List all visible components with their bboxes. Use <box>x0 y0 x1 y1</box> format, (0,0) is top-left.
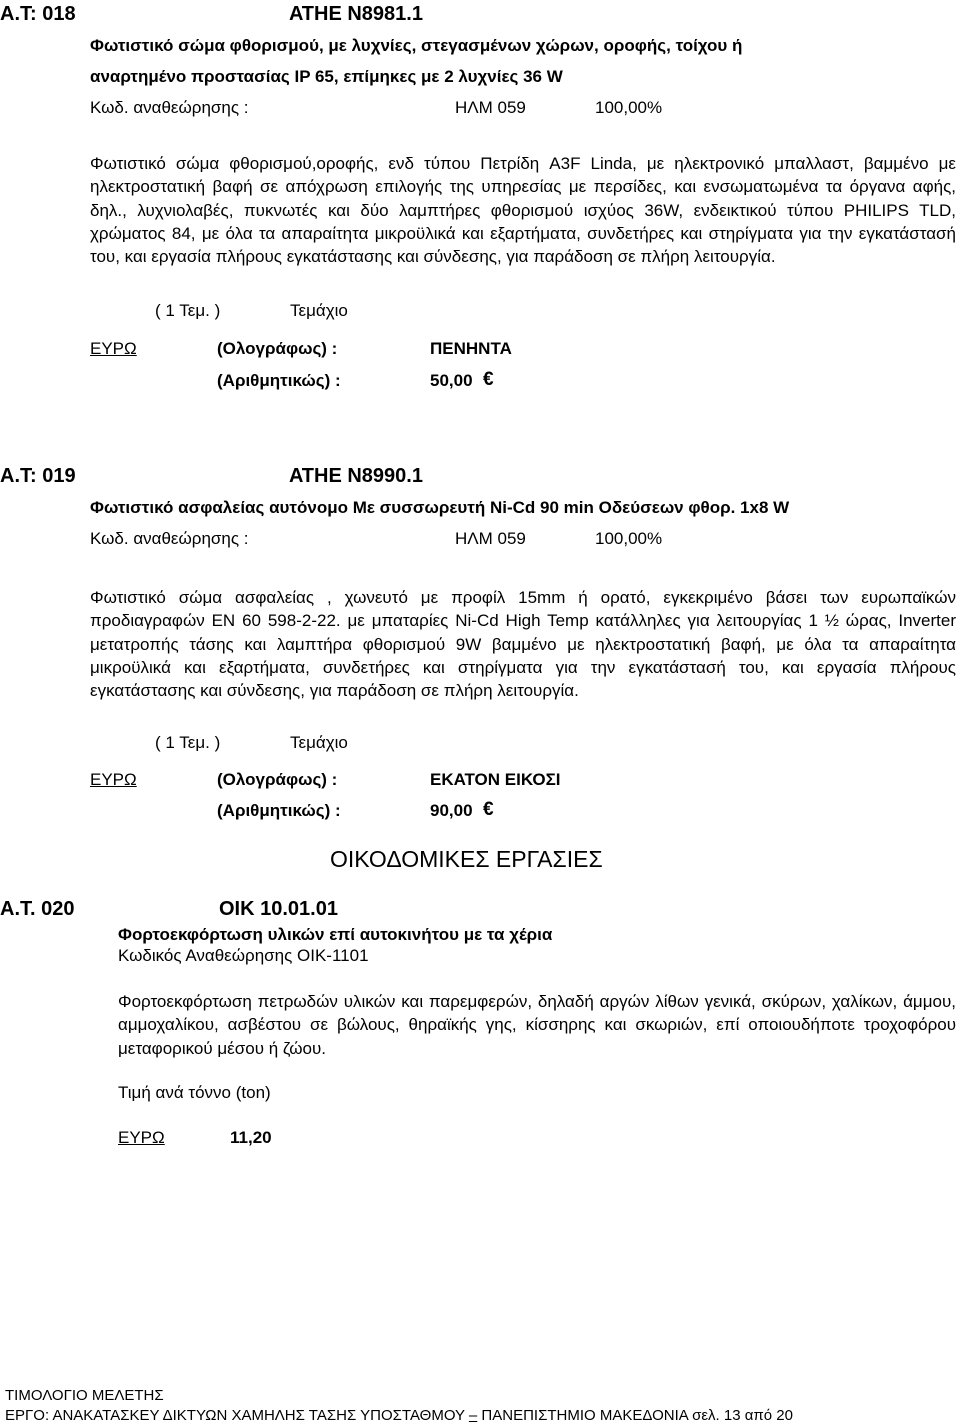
item-description: Φωτιστικό σώμα φθορισμού,οροφής, ενδ τύπου Πετρίδη A3F Linda, με ηλεκτρονικό μπαλλαστ, βαμμένο με ηλεκτροστατική βαφή σε απόχρωση επιλογής της υπηρεσίας με περσίδες, και ενσωματωμένα τα όργανα αφής, δηλ., λυχνιολαβές, πυκνωτές και δύο λαμπτήρες φθορισμού ισχύος 36W, ενδεικτικού τύπου PHILIPS TLD, χρώματος 84, με όλα τα απαραίτητα μικροϋλικά και εξαρτήματα, συνδετήρες και στηρίγματα για την εγκατάστασή του, και εργασία πλήρους εγκατάστασης και σύνδεσης, για παράδοση σε πλήρη λειτουργία. <box>90 154 956 267</box>
revision-code: ΗΛΜ 059 <box>455 98 526 117</box>
revision-code: ΗΛΜ 059 <box>455 529 526 548</box>
item-code: Α.Τ: 019 <box>0 465 76 487</box>
item-title: Φωτιστικό ασφαλείας αυτόνομο Με συσσωρευτή Ni-Cd 90 min Οδεύσεων φθορ. 1x8 W <box>90 498 790 517</box>
euro-sign: € <box>483 799 494 820</box>
item-ref: ΑΤΗΕ Ν8990.1 <box>289 465 423 487</box>
section-title: ΟΙΚΟΔΟΜΙΚΕΣ ΕΡΓΑΣΙΕΣ <box>330 846 603 872</box>
page-number: σελ. 13 από 20 <box>687 1407 793 1424</box>
project-dash: – <box>468 1407 478 1424</box>
footer-title: ΤΙΜΟΛΟΓΙΟ ΜΕΛΕΤΗΣ <box>5 1387 164 1404</box>
euro-label: ΕΥΡΩ <box>90 339 137 358</box>
item-title: Φορτοεκφόρτωση υλικών επί αυτοκινήτου με τα χέρια <box>118 925 553 944</box>
unit-name: Τεμάχιο <box>290 733 348 752</box>
item-code: Α.Τ. 020 <box>0 898 75 920</box>
price-words: ΕΚΑΤΟΝ ΕΙΚΟΣΙ <box>430 770 561 789</box>
project-name: ΕΡΓΟ: ΑΝΑΚΑΤΑΣΚΕΥ ΔΙΚΤΥΩΝ ΧΑΜΗΛΗΣ ΤΑΣΗΣ ΥΠΟΣΤΑΘΜΟΥ <box>5 1407 469 1424</box>
revision-label: Κωδ. αναθεώρησης : <box>90 98 249 117</box>
unit: Τιμή ανά τόννο (ton) <box>118 1083 271 1102</box>
revision-percent: 100,00% <box>595 98 663 117</box>
price-number-label: (Αριθμητικώς) : <box>217 371 341 390</box>
item-ref: ΟΙΚ 10.01.01 <box>219 898 338 920</box>
euro-label: ΕΥΡΩ <box>90 770 137 789</box>
unit: ( 1 Τεμ. ) <box>155 733 221 752</box>
price-words: ΠΕΝΗΝΤΑ <box>430 339 512 358</box>
price-words-label: (Ολογράφως) : <box>217 770 338 789</box>
item-ref: ΑΤΗΕ Ν8981.1 <box>289 3 423 25</box>
item-description: Φωτιστικό σώμα ασφαλείας , χωνευτό με προφίλ 15mm ή ορατό, εγκεκριμένο βάσει των ευρωπαϊκών προδιαγραφών ΕΝ 60 598-2-22. με μπαταρίες Ni-Cd High Temp κατάλληλες για λειτουργίας 1 ½ ώρας, Inverter μετατροπής τάσης και λαμπτήρα φθορισμού 9W βαμμένο με ηλεκτροστατική βαφή, με όλα τα απαραίτητα μικροϋλικά και εξαρτήματα, συνδετήρες και στηρίγματα για την εγκατάστασή του, και εργασία πλήρους εγκατάστασης και σύνδεσης, για παράδοση σε πλήρη λειτουργία. <box>90 588 956 701</box>
unit-name: Τεμάχιο <box>290 301 348 320</box>
revision-code: Κωδικός Αναθεώρησης ΟΙΚ-1101 <box>118 946 369 965</box>
price-words-label: (Ολογράφως) : <box>217 339 338 358</box>
price-number-label: (Αριθμητικώς) : <box>217 801 341 820</box>
footer-project <box>5 1407 793 1424</box>
price-number: 11,20 <box>230 1128 272 1147</box>
item-code: Α.Τ: 018 <box>0 3 76 25</box>
revision-percent: 100,00% <box>595 529 663 548</box>
price-number: 50,00 <box>430 371 473 390</box>
unit: ( 1 Τεμ. ) <box>155 301 221 320</box>
item-title: αναρτημένο προστασίας IP 65, επίμηκες με 2 λυχνίες 36 W <box>90 67 563 86</box>
revision-label: Κωδ. αναθεώρησης : <box>90 529 249 548</box>
euro-label: ΕΥΡΩ <box>118 1128 165 1147</box>
euro-sign: € <box>483 369 494 390</box>
project-university: ΠΑΝΕΠΙΣΤΗΜΙΟ ΜΑΚΕΔΟΝΙΑ <box>477 1407 688 1424</box>
price-number: 90,00 <box>430 801 473 820</box>
item-description: Φορτοεκφόρτωση πετρωδών υλικών και παρεμφερών, δηλαδή αργών λίθων γενικά, σκύρων, χαλίκων, άμμου, αμμοχαλίκου, ασβέστου σε βώλους, θηραϊκής γης, κίσσηρης και σκωριών, επί οποιουδήποτε τροχοφόρου μεταφορικού μέσου ή ζώου. <box>118 992 956 1058</box>
item-title: Φωτιστικό σώμα φθορισμού, με λυχνίες, στεγασμένων χώρων, οροφής, τοίχου ή <box>90 36 743 55</box>
